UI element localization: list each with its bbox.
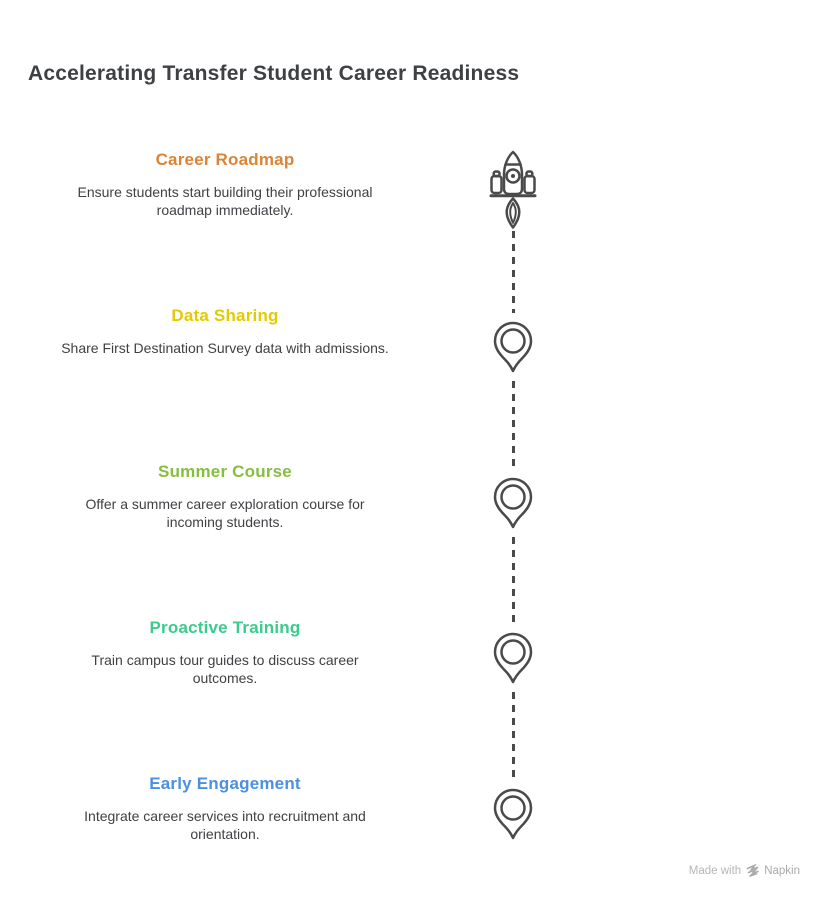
timeline-item-summer-course — [30, 462, 420, 532]
napkin-brand-label: Napkin — [764, 864, 800, 877]
location-pin-icon — [490, 476, 536, 539]
item-description: Offer a summer career exploration course for incoming students. — [85, 496, 365, 531]
item-description: Integrate career services into recruitment and orientation. — [84, 808, 366, 843]
timeline-item-proactive-training — [30, 618, 420, 688]
timeline-item-data-sharing — [30, 306, 420, 357]
item-heading: Early Engagement — [149, 774, 301, 793]
item-heading: Career Roadmap — [155, 150, 295, 169]
napkin-attribution-link[interactable] — [689, 864, 800, 877]
item-heading: Proactive Training — [149, 618, 301, 637]
timeline-connector — [512, 692, 515, 780]
timeline-item-career-roadmap — [30, 150, 420, 220]
item-heading: Summer Course — [158, 462, 292, 481]
location-pin-icon — [490, 631, 536, 694]
rocket-icon — [488, 149, 538, 234]
location-pin-icon — [490, 787, 536, 850]
location-pin-icon — [490, 320, 536, 383]
timeline-connector — [512, 231, 515, 313]
page-title: Accelerating Transfer Student Career Readiness — [28, 62, 520, 86]
napkin-logo-icon — [746, 864, 759, 877]
made-with-label: Made with — [688, 864, 742, 877]
timeline-connector — [512, 537, 515, 624]
item-description: Ensure students start building their professional roadmap immediately. — [77, 184, 373, 219]
item-description: Share First Destination Survey data with admissions. — [61, 340, 389, 356]
item-description: Train campus tour guides to discuss career outcomes. — [91, 652, 359, 687]
item-heading: Data Sharing — [171, 306, 279, 325]
timeline-connector — [512, 381, 515, 469]
timeline-item-early-engagement — [30, 774, 420, 844]
